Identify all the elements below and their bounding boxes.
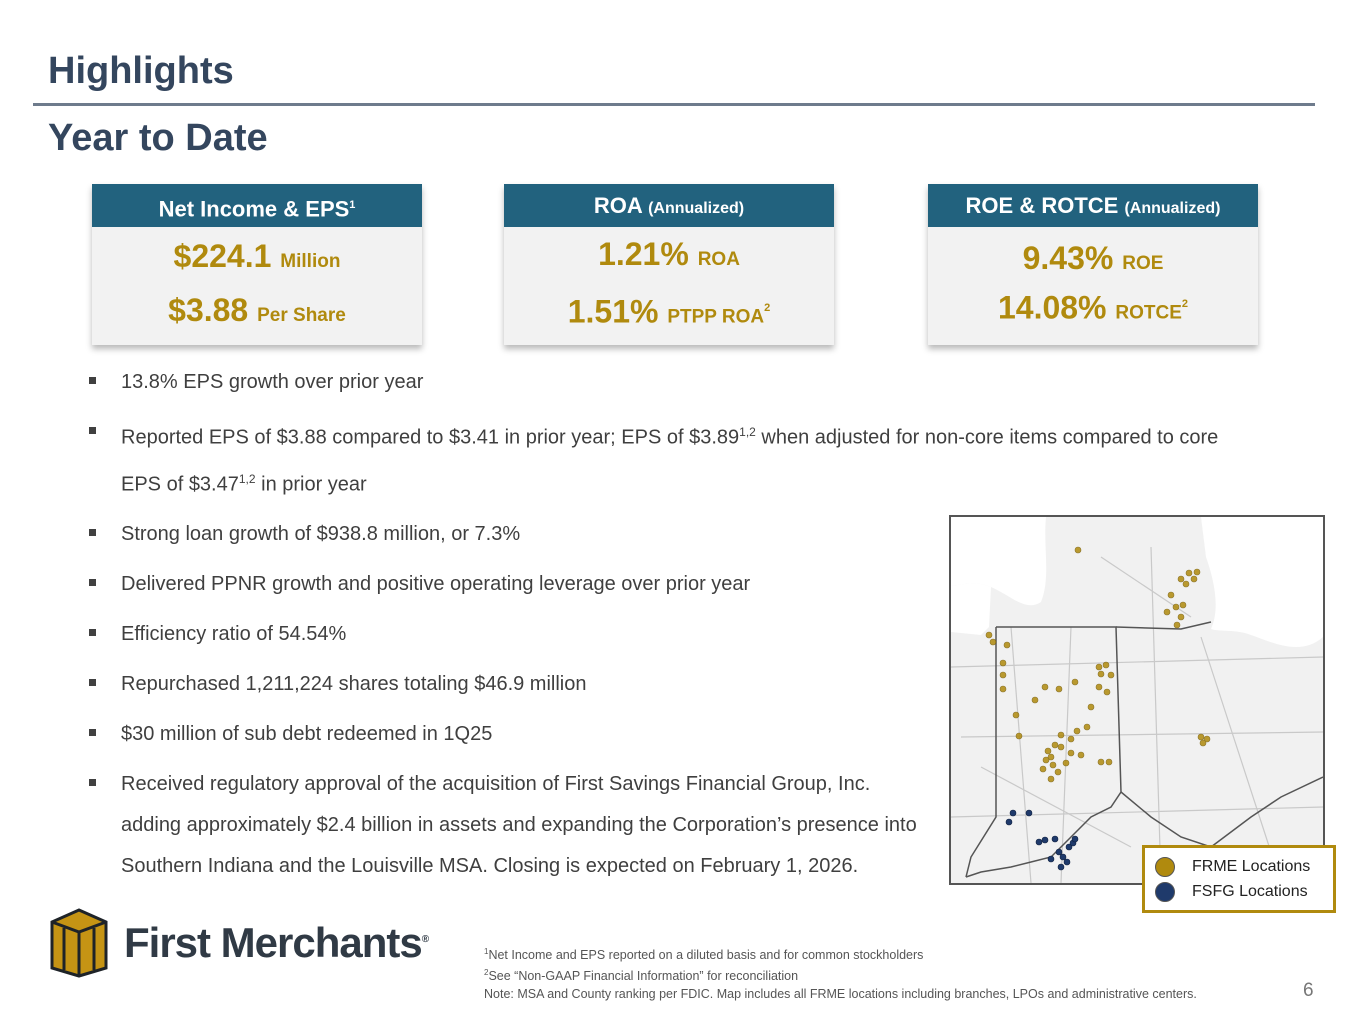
- frme-marker-icon: [1155, 857, 1175, 877]
- legend-fsfg: FSFG Locations: [1145, 879, 1333, 904]
- card-header: ROA (Annualized): [504, 184, 834, 227]
- logo-wordmark: First Merchants®: [124, 919, 429, 966]
- locations-map: [949, 515, 1325, 885]
- section-subtitle: Year to Date: [48, 117, 268, 159]
- slide-title: Highlights: [48, 50, 234, 92]
- footnotes: [484, 943, 1197, 1003]
- net-income-metric: $224.1 Million: [173, 238, 341, 274]
- list-item: Strong loan growth of $938.8 million, or 7.3%: [88, 514, 1238, 555]
- card-header: ROE & ROTCE (Annualized): [928, 184, 1258, 227]
- list-item: Received regulatory approval of the acquisition of First Savings Financial Group, Inc. adding approximately $2.4 billion in assets and expanding the Corporation’s presence into Southern Indiana and the Louisville MSA. Closing is expected on February 1, 2026.: [88, 764, 921, 887]
- roa-metric: 1.21% ROA: [598, 236, 740, 273]
- map-legend: [1142, 845, 1336, 913]
- roe-metric: 9.43% ROE: [1022, 240, 1164, 277]
- roe-rotce-card: [928, 184, 1258, 345]
- company-logo: [48, 908, 428, 978]
- roa-card: [504, 184, 834, 345]
- legend-frme: FRME Locations: [1145, 854, 1333, 879]
- eps-metric: $3.88 Per Share: [168, 292, 346, 328]
- fsfg-marker-icon: [1155, 882, 1175, 902]
- map-graphic: [951, 517, 1323, 883]
- list-item: 13.8% EPS growth over prior year: [88, 362, 1238, 403]
- net-income-eps-card: [92, 184, 422, 345]
- page-number: 6: [1303, 980, 1314, 1001]
- list-item: Repurchased 1,211,224 shares totaling $46.9 million: [88, 664, 1238, 705]
- title-divider: [33, 103, 1315, 106]
- list-item: Efficiency ratio of 54.54%: [88, 614, 1238, 655]
- rotce-metric: 14.08% ROTCE$^2$: [997, 289, 1189, 326]
- list-item: $30 million of sub debt redeemed in 1Q25: [88, 714, 1238, 755]
- card-header: Net Income & EPS$^1$: [92, 184, 422, 227]
- list-item: Delivered PPNR growth and positive operating leverage over prior year: [88, 564, 1238, 605]
- footnote-2: $^2$See “Non-GAAP Financial Information” for reconciliation: [484, 968, 799, 984]
- footnote-1: $^1$Net Income and EPS reported on a diluted basis and for common stockholders: [484, 947, 924, 963]
- ptpp-roa-metric: 1.51% PTPP ROA$^2$: [567, 293, 771, 330]
- footnote-note: Note: MSA and County ranking per FDIC. Map includes all FRME locations including branches, LPOs and administrative centers.: [484, 987, 1197, 1002]
- list-item: Reported EPS of $3.88 compared to $3.41 in prior year; EPS of $3.89$^{1,2}$ when adjusted for non-core items compared to core EPS of $3.47$^{1,2}$ in prior year: [88, 412, 1238, 505]
- first-merchants-logo-icon: [48, 908, 110, 978]
